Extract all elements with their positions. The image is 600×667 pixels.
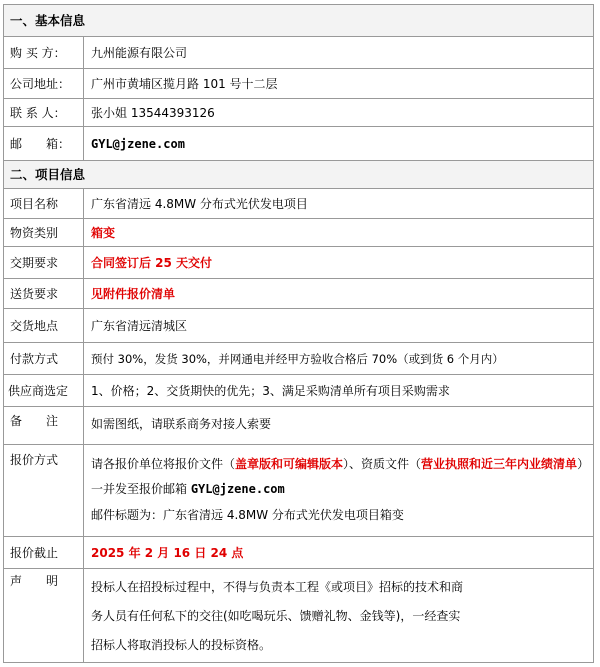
value-delivery-place: 广东省清远清城区 [84, 309, 594, 343]
row-payment [4, 343, 594, 375]
statement-line-2: 务人员有任何私下的交往(如吃喝玩乐、馈赠礼物、金钱等)，一经查实 [91, 609, 461, 623]
label-payment: 付款方式 [4, 343, 84, 375]
value-email-link[interactable]: GYL@jzene.com [84, 127, 594, 161]
section-title: 一、基本信息 [4, 5, 594, 37]
quote-highlight-2: 营业执照和近三年内业绩清单 [421, 457, 578, 471]
value-remarks: 如需图纸，请联系商务对接人索要 [84, 407, 594, 445]
label-remarks: 备 注 [4, 407, 84, 445]
value-quote-method [84, 445, 594, 537]
bidding-document [3, 4, 594, 663]
label-quote-method: 报价方式 [4, 445, 84, 537]
quote-email-link[interactable]: GYL@jzene.com [190, 482, 285, 496]
statement-line-3: 招标人将取消投标人的投标资格。 [91, 638, 272, 652]
label-contact: 联 系 人： [4, 99, 84, 127]
label-category: 物资类别 [4, 219, 84, 247]
row-statement [4, 569, 594, 663]
quote-text-3: ）一并发至报价邮箱 [91, 457, 590, 496]
row-quote-method [4, 445, 594, 537]
quote-text-1: 请各报价单位将报价文件（ [91, 457, 236, 471]
value-category: 箱变 [84, 219, 594, 247]
label-delivery-place: 交货地点 [4, 309, 84, 343]
value-buyer: 九州能源有限公司 [84, 37, 594, 69]
row-delivery-place [4, 309, 594, 343]
row-delivery-period [4, 247, 594, 279]
value-payment: 预付 30%，发货 30%，并网通电并经甲方验收合格后 70%（或到货 6 个月内） [84, 343, 594, 375]
label-supplier: 供应商选定 [4, 375, 84, 407]
quote-highlight-1: 盖章版和可编辑版本 [235, 457, 344, 471]
label-buyer: 购 买 方： [4, 37, 84, 69]
row-remarks [4, 407, 594, 445]
label-statement: 声 明 [4, 569, 84, 663]
quote-subject: 邮件标题为：广东省清远 4.8MW 分布式光伏发电项目箱变 [91, 508, 404, 522]
row-category [4, 219, 594, 247]
row-project-name [4, 189, 594, 219]
row-deadline [4, 537, 594, 569]
quote-text-2: ）、资质文件（ [343, 457, 422, 471]
value-statement [84, 569, 594, 663]
value-deadline: 2025 年 2 月 16 日 24 点 [84, 537, 594, 569]
section-header-basic [4, 5, 594, 37]
label-email: 邮 箱： [4, 127, 84, 161]
label-project-name: 项目名称 [4, 189, 84, 219]
value-project-name: 广东省清远 4.8MW 分布式光伏发电项目 [84, 189, 594, 219]
value-supplier: 1、价格；2、交货期快的优先；3、满足采购清单所有项目采购需求 [84, 375, 594, 407]
value-contact: 张小姐 13544393126 [84, 99, 594, 127]
label-delivery-period: 交期要求 [4, 247, 84, 279]
row-email [4, 127, 594, 161]
value-delivery-req: 见附件报价清单 [84, 279, 594, 309]
label-delivery-req: 送货要求 [4, 279, 84, 309]
row-contact [4, 99, 594, 127]
info-table [3, 4, 594, 663]
label-deadline: 报价截止 [4, 537, 84, 569]
label-address: 公司地址： [4, 69, 84, 99]
row-buyer [4, 37, 594, 69]
value-delivery-period: 合同签订后 25 天交付 [84, 247, 594, 279]
section-title: 二、项目信息 [4, 161, 594, 189]
row-address [4, 69, 594, 99]
statement-line-1: 投标人在招投标过程中，不得与负责本工程《或项目》招标的技术和商 [91, 580, 464, 594]
section-header-project [4, 161, 594, 189]
row-supplier [4, 375, 594, 407]
value-address: 广州市黄埔区揽月路 101 号十二层 [84, 69, 594, 99]
row-delivery-req [4, 279, 594, 309]
